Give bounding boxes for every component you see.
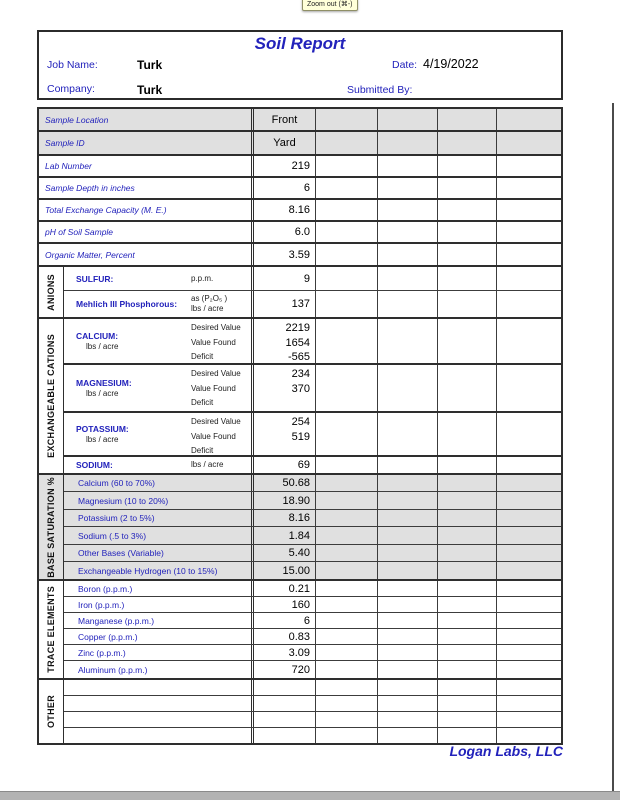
value-kind-labels bbox=[191, 319, 241, 365]
value-cell: Yard bbox=[254, 132, 316, 154]
row-label bbox=[64, 319, 254, 363]
empty-cell bbox=[316, 545, 378, 561]
value-line: 370 bbox=[291, 382, 310, 395]
row-label: Iron (p.p.m.) bbox=[64, 597, 254, 612]
empty-cell bbox=[497, 132, 561, 154]
value-kind-label: Deficit bbox=[191, 352, 214, 361]
value-line: 234 bbox=[291, 368, 310, 380]
empty-cell bbox=[497, 680, 561, 695]
row-label: Exchangeable Hydrogen (10 to 15%) bbox=[64, 562, 254, 579]
empty-cell bbox=[438, 109, 497, 130]
empty-cell bbox=[438, 661, 497, 678]
row-label bbox=[64, 712, 254, 727]
value-kind-label: Deficit bbox=[191, 398, 214, 407]
empty-cell bbox=[378, 222, 438, 242]
element-name-block bbox=[64, 460, 191, 470]
value-cell: 18.90 bbox=[254, 492, 316, 509]
section-cations bbox=[39, 319, 561, 475]
empty-cell bbox=[438, 244, 497, 265]
value-cell: 5.40 bbox=[254, 545, 316, 561]
value-cell: 8.16 bbox=[254, 510, 316, 526]
unit-label bbox=[191, 294, 227, 314]
empty-cell bbox=[497, 581, 561, 596]
value-cell: 219 bbox=[254, 156, 316, 176]
empty-cell bbox=[316, 222, 378, 242]
row-label: Calcium (60 to 70%) bbox=[64, 475, 254, 491]
empty-cell bbox=[438, 475, 497, 491]
element-name-block bbox=[64, 424, 191, 444]
empty-cell bbox=[378, 613, 438, 628]
value-cell: 6.0 bbox=[254, 222, 316, 242]
empty-cell bbox=[316, 319, 378, 363]
empty-cell bbox=[497, 156, 561, 176]
lab-name: Logan Labs, LLC bbox=[449, 743, 563, 759]
table-row bbox=[39, 132, 561, 156]
empty-cell bbox=[378, 156, 438, 176]
category-cell bbox=[39, 267, 64, 317]
rows-container bbox=[64, 581, 561, 678]
value-kind-label: Value Found bbox=[191, 383, 236, 393]
empty-cell bbox=[316, 413, 378, 455]
value-line: -565 bbox=[287, 351, 310, 363]
element-name: CALCIUM: bbox=[76, 331, 119, 341]
value-kind-label: Desired Value bbox=[191, 417, 241, 426]
value-cell: 50.68 bbox=[254, 475, 316, 491]
empty-cell bbox=[497, 222, 561, 242]
value-cell: 8.16 bbox=[254, 200, 316, 220]
element-name-block bbox=[64, 331, 191, 351]
row-label: Sample Location bbox=[39, 109, 254, 130]
empty-cell bbox=[497, 696, 561, 711]
value-kind-label: Value Found bbox=[191, 431, 236, 441]
empty-cell bbox=[438, 527, 497, 544]
empty-cell bbox=[378, 527, 438, 544]
empty-cell bbox=[438, 581, 497, 596]
empty-cell bbox=[497, 597, 561, 612]
empty-cell bbox=[316, 156, 378, 176]
value-line: 254 bbox=[291, 416, 310, 428]
empty-cell bbox=[316, 712, 378, 727]
value-line: 519 bbox=[291, 430, 310, 443]
category-label-anions: ANIONS bbox=[46, 273, 56, 311]
empty-cell bbox=[378, 661, 438, 678]
empty-cell bbox=[378, 319, 438, 363]
empty-cell bbox=[378, 291, 438, 317]
section-base_saturation bbox=[39, 475, 561, 581]
row-label: Aluminum (p.p.m.) bbox=[64, 661, 254, 678]
unit-label bbox=[191, 460, 223, 470]
empty-cell bbox=[438, 680, 497, 695]
empty-cell bbox=[497, 629, 561, 644]
category-label-base_saturation: BASE SATURATION % bbox=[46, 476, 56, 578]
empty-cell bbox=[378, 597, 438, 612]
empty-cell bbox=[316, 527, 378, 544]
empty-cell bbox=[316, 645, 378, 660]
company-value: Turk bbox=[137, 83, 163, 97]
table-row bbox=[64, 545, 561, 562]
element-name: Mehlich III Phosphorous: bbox=[76, 299, 178, 309]
soil-report-table bbox=[37, 107, 563, 745]
empty-cell bbox=[378, 200, 438, 220]
empty-cell bbox=[254, 680, 316, 695]
empty-cell bbox=[316, 132, 378, 154]
element-name-block bbox=[64, 299, 191, 309]
row-label: Organic Matter, Percent bbox=[39, 244, 254, 265]
empty-cell bbox=[497, 244, 561, 265]
report-header-box bbox=[37, 30, 563, 100]
empty-cell bbox=[497, 413, 561, 455]
empty-cell bbox=[438, 222, 497, 242]
empty-cell bbox=[316, 581, 378, 596]
empty-cell bbox=[438, 319, 497, 363]
empty-cell bbox=[497, 728, 561, 743]
unit-line: lbs / acre bbox=[191, 460, 224, 469]
empty-cell bbox=[438, 629, 497, 644]
value-kind-label: Desired Value bbox=[191, 369, 241, 378]
empty-cell bbox=[378, 545, 438, 561]
element-unit: lbs / acre bbox=[86, 342, 119, 351]
value-cell: 1.84 bbox=[254, 527, 316, 544]
row-label bbox=[64, 696, 254, 711]
window-bottom-bar bbox=[0, 791, 620, 800]
empty-cell bbox=[497, 109, 561, 130]
row-label: Total Exchange Capacity (M. E.) bbox=[39, 200, 254, 220]
empty-cell bbox=[316, 696, 378, 711]
empty-cell bbox=[316, 178, 378, 198]
table-row bbox=[64, 728, 561, 743]
unit-line: as (P₂O₅ ) bbox=[191, 294, 228, 303]
empty-cell bbox=[497, 319, 561, 363]
row-label bbox=[64, 728, 254, 743]
company-label: Company: bbox=[47, 83, 95, 95]
row-label: Other Bases (Variable) bbox=[64, 545, 254, 561]
empty-cell bbox=[378, 696, 438, 711]
table-row bbox=[39, 178, 561, 200]
element-name: MAGNESIUM: bbox=[76, 378, 132, 388]
table-row bbox=[64, 613, 561, 629]
empty-cell bbox=[438, 597, 497, 612]
row-label: Lab Number bbox=[39, 156, 254, 176]
value-cell: 3.59 bbox=[254, 244, 316, 265]
empty-cell bbox=[378, 475, 438, 491]
element-name: SULFUR: bbox=[76, 273, 114, 284]
table-row bbox=[64, 475, 561, 492]
empty-cell bbox=[438, 510, 497, 526]
table-row bbox=[64, 680, 561, 696]
empty-cell bbox=[316, 510, 378, 526]
job-name-value: Turk bbox=[137, 58, 163, 72]
value-cell: 69 bbox=[254, 457, 316, 473]
category-label-trace: TRACE ELEMENTS bbox=[46, 586, 56, 673]
table-row bbox=[39, 156, 561, 178]
rows-container bbox=[64, 475, 561, 579]
empty-cell bbox=[497, 492, 561, 509]
row-label: Potassium (2 to 5%) bbox=[64, 510, 254, 526]
empty-cell bbox=[438, 562, 497, 579]
empty-cell bbox=[438, 156, 497, 176]
row-label: Sample ID bbox=[39, 132, 254, 154]
empty-cell bbox=[316, 661, 378, 678]
table-row bbox=[39, 200, 561, 222]
value-cell: 3.09 bbox=[254, 645, 316, 660]
table-row bbox=[64, 597, 561, 613]
empty-cell bbox=[497, 545, 561, 561]
job-name-label: Job Name: bbox=[47, 59, 98, 71]
empty-cell bbox=[254, 696, 316, 711]
value-line: 2219 bbox=[285, 322, 310, 334]
section-trace bbox=[39, 581, 561, 680]
empty-cell bbox=[497, 527, 561, 544]
empty-cell bbox=[378, 728, 438, 743]
empty-cell bbox=[497, 475, 561, 491]
empty-cell bbox=[316, 475, 378, 491]
table-row bbox=[64, 581, 561, 597]
empty-cell bbox=[497, 178, 561, 198]
empty-cell bbox=[438, 291, 497, 317]
date-value: 4/19/2022 bbox=[423, 57, 479, 71]
value-cell: Front bbox=[254, 109, 316, 130]
date-label: Date: bbox=[392, 59, 418, 71]
value-line: 1654 bbox=[285, 336, 310, 349]
submitted-by-label: Submitted By: bbox=[347, 84, 413, 96]
empty-cell bbox=[378, 413, 438, 455]
value-kind-labels bbox=[191, 413, 241, 459]
empty-cell bbox=[438, 413, 497, 455]
value-kind-labels bbox=[191, 365, 241, 411]
empty-cell bbox=[438, 267, 497, 290]
empty-cell bbox=[497, 365, 561, 411]
value-cell: 0.83 bbox=[254, 629, 316, 644]
empty-cell bbox=[378, 712, 438, 727]
rows-container bbox=[39, 109, 561, 265]
unit-line: lbs / acre bbox=[191, 304, 224, 313]
table-row bbox=[64, 629, 561, 645]
empty-cell bbox=[438, 728, 497, 743]
empty-cell bbox=[497, 712, 561, 727]
row-label bbox=[64, 365, 254, 411]
empty-cell bbox=[316, 109, 378, 130]
empty-cell bbox=[316, 492, 378, 509]
empty-cell bbox=[438, 457, 497, 473]
value-kind-label: Value Found bbox=[191, 337, 236, 347]
empty-cell bbox=[378, 562, 438, 579]
empty-cell bbox=[378, 457, 438, 473]
row-label: Manganese (p.p.m.) bbox=[64, 613, 254, 628]
row-label: Boron (p.p.m.) bbox=[64, 581, 254, 596]
value-cell bbox=[254, 413, 316, 455]
empty-cell bbox=[497, 267, 561, 290]
empty-cell bbox=[316, 267, 378, 290]
value-kind-label: Deficit bbox=[191, 446, 214, 455]
rows-container bbox=[64, 267, 561, 317]
category-cell bbox=[39, 319, 64, 473]
empty-cell bbox=[378, 510, 438, 526]
page-title: Soil Report bbox=[254, 34, 346, 53]
empty-cell bbox=[378, 629, 438, 644]
value-cell: 9 bbox=[254, 267, 316, 290]
table-row bbox=[64, 413, 561, 457]
empty-cell bbox=[378, 109, 438, 130]
empty-cell bbox=[254, 712, 316, 727]
empty-cell bbox=[316, 291, 378, 317]
empty-cell bbox=[378, 581, 438, 596]
empty-cell bbox=[316, 629, 378, 644]
empty-cell bbox=[378, 178, 438, 198]
table-row bbox=[64, 696, 561, 712]
empty-cell bbox=[438, 178, 497, 198]
empty-cell bbox=[497, 291, 561, 317]
row-label bbox=[64, 680, 254, 695]
empty-cell bbox=[438, 545, 497, 561]
empty-cell bbox=[438, 712, 497, 727]
table-row bbox=[64, 492, 561, 510]
empty-cell bbox=[316, 244, 378, 265]
empty-cell bbox=[316, 200, 378, 220]
value-cell bbox=[254, 319, 316, 363]
zoom-out-tooltip: Zoom out (⌘-) bbox=[302, 0, 358, 11]
unit-label bbox=[191, 274, 213, 284]
table-row bbox=[64, 562, 561, 579]
value-cell: 15.00 bbox=[254, 562, 316, 579]
row-label: Sample Depth in inches bbox=[39, 178, 254, 198]
empty-cell bbox=[497, 661, 561, 678]
empty-cell bbox=[316, 597, 378, 612]
value-cell: 160 bbox=[254, 597, 316, 612]
row-label: Zinc (p.p.m.) bbox=[64, 645, 254, 660]
table-row bbox=[64, 510, 561, 527]
unit-line: p.p.m. bbox=[191, 273, 214, 283]
empty-cell bbox=[378, 267, 438, 290]
value-cell: 0.21 bbox=[254, 581, 316, 596]
element-name-block bbox=[64, 378, 191, 398]
table-row bbox=[64, 267, 561, 291]
empty-cell bbox=[254, 728, 316, 743]
section-sample-info bbox=[39, 109, 561, 267]
empty-cell bbox=[378, 492, 438, 509]
row-label bbox=[64, 457, 254, 473]
empty-cell bbox=[438, 645, 497, 660]
empty-cell bbox=[316, 562, 378, 579]
value-cell: 720 bbox=[254, 661, 316, 678]
empty-cell bbox=[497, 457, 561, 473]
empty-cell bbox=[438, 200, 497, 220]
row-label bbox=[64, 413, 254, 455]
empty-cell bbox=[497, 200, 561, 220]
section-other bbox=[39, 680, 561, 743]
value-cell bbox=[254, 365, 316, 411]
table-row bbox=[39, 109, 561, 132]
table-row bbox=[64, 527, 561, 545]
table-row bbox=[64, 457, 561, 473]
rows-container bbox=[64, 680, 561, 743]
element-unit: lbs / acre bbox=[86, 389, 119, 398]
value-cell: 6 bbox=[254, 613, 316, 628]
empty-cell bbox=[438, 492, 497, 509]
empty-cell bbox=[497, 645, 561, 660]
empty-cell bbox=[316, 613, 378, 628]
row-label: Sodium (.5 to 3%) bbox=[64, 527, 254, 544]
window-right-border bbox=[612, 103, 614, 792]
table-row bbox=[64, 365, 561, 413]
empty-cell bbox=[438, 696, 497, 711]
category-cell bbox=[39, 680, 64, 743]
empty-cell bbox=[497, 510, 561, 526]
value-kind-label: Desired Value bbox=[191, 323, 241, 332]
element-unit: lbs / acre bbox=[86, 435, 119, 444]
rows-container bbox=[64, 319, 561, 473]
table-row bbox=[64, 661, 561, 678]
empty-cell bbox=[378, 645, 438, 660]
row-label: pH of Soil Sample bbox=[39, 222, 254, 242]
row-label bbox=[64, 291, 254, 317]
empty-cell bbox=[378, 680, 438, 695]
empty-cell bbox=[316, 365, 378, 411]
row-label bbox=[64, 267, 254, 290]
element-name: POTASSIUM: bbox=[76, 424, 129, 434]
value-cell: 137 bbox=[254, 291, 316, 317]
row-label: Copper (p.p.m.) bbox=[64, 629, 254, 644]
empty-cell bbox=[378, 132, 438, 154]
category-label-other: OTHER bbox=[46, 695, 56, 728]
empty-cell bbox=[316, 680, 378, 695]
empty-cell bbox=[497, 562, 561, 579]
section-anions bbox=[39, 267, 561, 319]
element-name-block bbox=[64, 274, 191, 284]
empty-cell bbox=[438, 365, 497, 411]
table-row bbox=[64, 291, 561, 317]
table-row bbox=[64, 712, 561, 728]
table-row bbox=[39, 244, 561, 265]
table-row bbox=[39, 222, 561, 244]
empty-cell bbox=[316, 728, 378, 743]
value-cell: 6 bbox=[254, 178, 316, 198]
category-cell bbox=[39, 581, 64, 678]
empty-cell bbox=[497, 613, 561, 628]
category-cell bbox=[39, 475, 64, 579]
table-row bbox=[64, 645, 561, 661]
table-row bbox=[64, 319, 561, 365]
empty-cell bbox=[438, 132, 497, 154]
empty-cell bbox=[378, 244, 438, 265]
element-name: SODIUM: bbox=[76, 460, 113, 470]
category-label-cations: EXCHANGEABLE CATIONS bbox=[46, 334, 56, 458]
empty-cell bbox=[316, 457, 378, 473]
empty-cell bbox=[378, 365, 438, 411]
row-label: Magnesium (10 to 20%) bbox=[64, 492, 254, 509]
empty-cell bbox=[438, 613, 497, 628]
